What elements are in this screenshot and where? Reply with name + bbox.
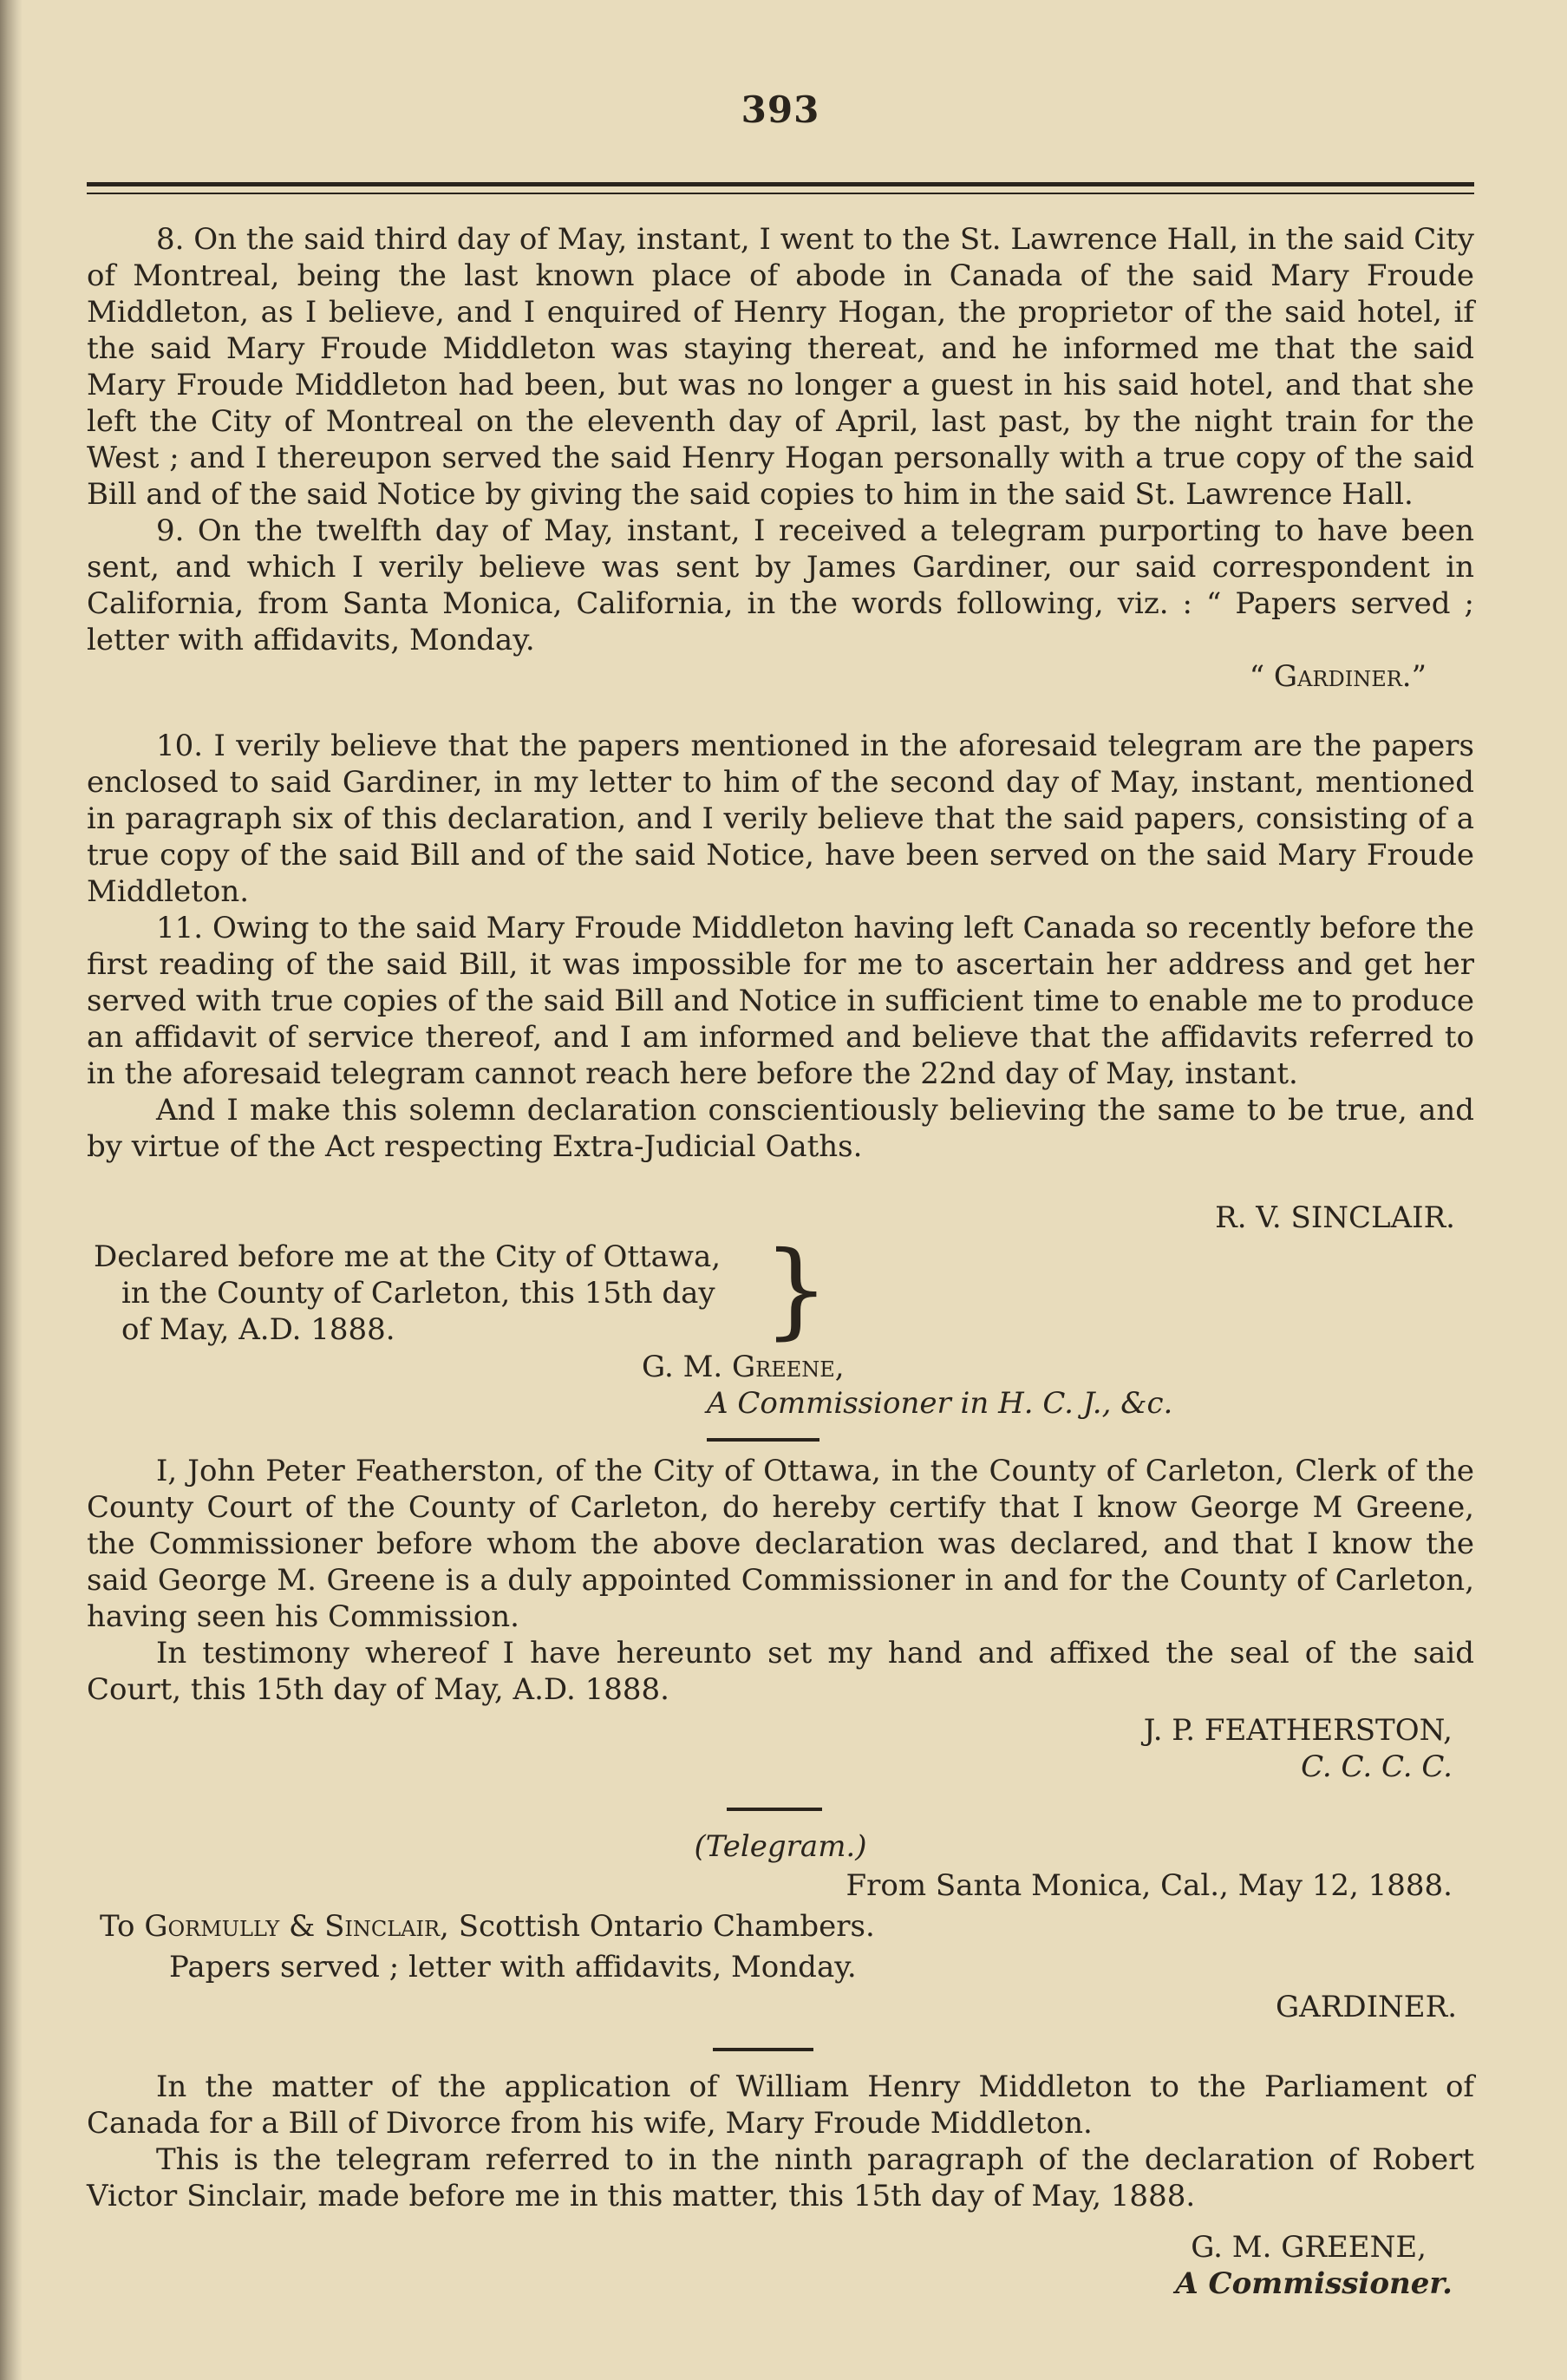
jurat-line-1: Declared before me at the City of Ottawa, — [94, 1239, 721, 1274]
paragraph-8: 8. On the said third day of May, instant, I went to the St. Lawrence Hall, in the said City of Montreal, being the last known place of abode in Canada of the said Mary Froude Middleton, as I believe, and I enquired of Henry Hogan, the proprietor of the said hotel, if the said Mary Froude Middleton was staying thereat, and he informed me that the said Mary Froude Middleton had been, but was no longer a guest in his said hotel, and that she left the City of Montreal on the eleventh day of April, last past, by the night train for the West ; and I thereupon served the said Henry Hogan personally with a true copy of the said Bill and of the said Notice by giving the said copies to him in the said St. Lawrence Hall. — [87, 222, 1474, 512]
featherston-name: J. P. FEATHERSTON, — [1143, 1713, 1453, 1748]
book-binding-edge — [0, 0, 23, 2380]
clerk-certificate — [87, 1453, 1474, 1708]
paragraph-10: 10. I verily believe that the papers mentioned in the aforesaid telegram are the papers enclosed to said Gardiner, in my letter to him of the second day of May, instant, mentioned in paragraph six of this declaration, and I verily believe that the said papers, consisting of a true copy of the said Bill and of the said Notice, have been served on the said Mary Froude Middleton. — [87, 729, 1474, 909]
commissioner-2-name: G. M. GREENE, — [1191, 2230, 1427, 2265]
certificate-paragraph: I, John Peter Featherston, of the City of Ottawa, in the County of Carleton, Clerk of the County Court of the County of Carleton, do hereby certify that I know George M Greene, the Commissioner before whom the above declaration was declared, and that I know the said George M. Greene is a duly appointed Commissioner in and for the County of Carleton, having seen his Commission. — [87, 1454, 1474, 1634]
final-certificate — [87, 2069, 1474, 2214]
matter-paragraph: In the matter of the application of William Henry Middleton to the Parliament of Canada for a Bill of Divorce from his wife, Mary Froude Middleton. — [87, 2069, 1474, 2141]
paragraph-11: 11. Owing to the said Mary Froude Middleton having left Canada so recently before the first reading of the said Bill, it was impossible for me to ascertain her address and get her served with true copies of the said Bill and Notice in sufficient time to enable me to produce an affidavit of service thereof, and I am informed and believe that the affidavits referred to in the aforesaid telegram cannot reach here before the 22nd day of May, instant. — [87, 911, 1474, 1091]
testimony-paragraph: In testimony whereof I have hereunto set my hand and affixed the seal of the said Court, this 15th day of May, A.D. 1888. — [87, 1636, 1474, 1707]
header-rule-thick — [87, 182, 1474, 186]
telegram-from-line: From Santa Monica, Cal., May 12, 1888. — [846, 1868, 1453, 1903]
telegram-heading: (Telegram.) — [694, 1829, 867, 1864]
declaration-paragraphs-10-11 — [87, 728, 1474, 1165]
telegram-signature: GARDINER. — [1276, 1990, 1457, 2024]
paragraph-9: 9. On the twelfth day of May, instant, I received a telegram purporting to have been sent, and which I verily believe was sent by James Gardiner, our said correspondent in California, from Santa Monica, California, in the words following, viz. : “ Papers served ; letter with affidavits, Monday. — [87, 513, 1474, 657]
solemn-declaration-paragraph: And I make this solemn declaration conscientiously believing the same to be true, and by virtue of the Act respecting Extra-Judicial Oaths. — [87, 1093, 1474, 1164]
section-divider-1 — [707, 1438, 819, 1442]
sinclair-signature: R. V. SINCLAIR. — [1215, 1200, 1455, 1235]
telegram-body: Papers served ; letter with affidavits, Monday. — [169, 1950, 857, 1984]
gardiner-quote-signature: “ Gardiner.” — [1249, 659, 1427, 694]
document-page — [87, 0, 1474, 2380]
commissioner-2-title: A Commissioner. — [1175, 2266, 1453, 2301]
commissioner-1-name: G. M. Greene, — [642, 1350, 845, 1384]
telegram-to-name: Gormully & Sinclair, — [144, 1909, 449, 1944]
featherston-title: C. C. C. C. — [1301, 1749, 1453, 1784]
declaration-paragraphs-8-9 — [87, 221, 1474, 695]
section-divider-2 — [727, 1808, 822, 1811]
page-number: 393 — [741, 88, 820, 131]
telegram-reference-paragraph: This is the telegram referred to in the ninth paragraph of the declaration of Robert Victor Sinclair, made before me in this matter, this 15th day of May, 1888. — [87, 2142, 1474, 2213]
section-divider-3 — [713, 2048, 813, 2051]
header-rule-thin — [87, 193, 1474, 194]
telegram-to-prefix: To — [100, 1909, 135, 1944]
jurat-line-2: in the County of Carleton, this 15th day — [121, 1276, 715, 1311]
telegram-addressee — [100, 1908, 875, 1945]
commissioner-1-title: A Commissioner in H. C. J., &c. — [707, 1386, 1173, 1421]
jurat-line-3: of May, A.D. 1888. — [121, 1312, 395, 1347]
telegram-to-address: Scottish Ontario Chambers. — [458, 1909, 875, 1944]
jurat-brace: } — [763, 1230, 830, 1350]
